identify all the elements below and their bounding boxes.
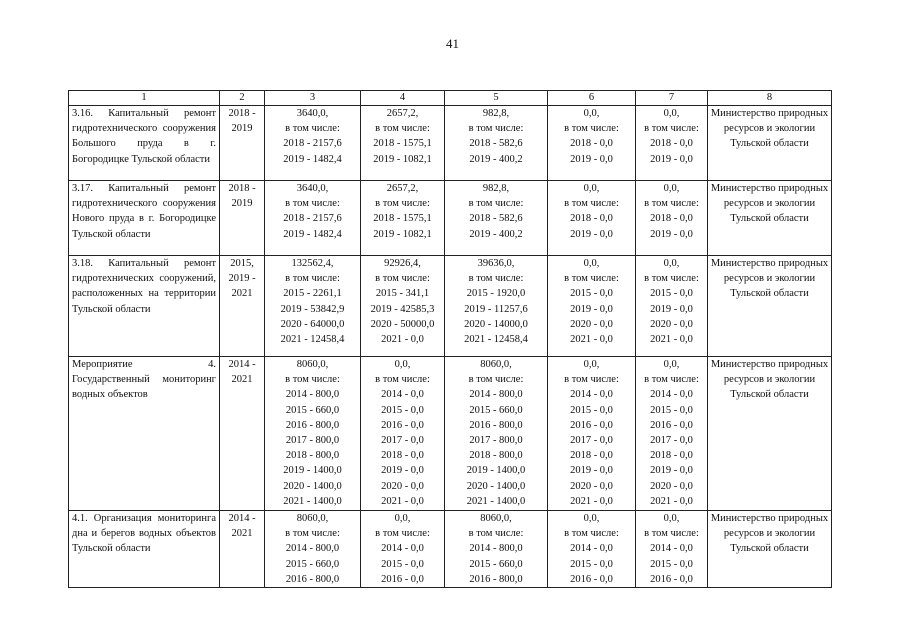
funding-cell-c6 [548,256,636,357]
funding-cell-c4 [361,256,445,357]
funding-value: 2019 - 53842,9 [280,303,345,315]
funding-value: 982,8, [482,108,510,119]
funding-value: 2014 - 800,0 [469,389,523,401]
funding-value: 2019 - 0,0 [650,228,693,240]
funding-value: в том числе: [644,273,699,285]
funding-value: 2016 - 0,0 [381,573,424,585]
funding-value: 2018 - 0,0 [570,138,613,150]
activity-name-cell: 4.1. Организация мониторинга дна и берегов водных объектов Тульской области [69,511,220,588]
period-line: 2021 [231,288,253,300]
period-line: 2021 [231,528,253,540]
funding-value: в том числе: [375,528,430,540]
column-header: 5 [445,91,548,106]
period-line: 2015, [230,258,254,269]
funding-cell-c6 [548,357,636,511]
funding-cell-c4 [361,511,445,588]
period-line: 2018 - [228,183,256,194]
funding-value: 2016 - 0,0 [381,419,424,431]
funding-value: 0,0, [583,359,600,370]
activity-name-cell: 3.16. Капитальный ремонт гидротехнического сооружения Большого пруда в г. Богородицке Тульской области [69,106,220,181]
activity-name-cell: 3.18. Капитальный ремонт гидротехнических сооружений, расположенных на территории Тульской области [69,256,220,357]
funding-value: 0,0, [663,359,680,370]
funding-value: 39636,0, [477,258,515,269]
funding-value: в том числе: [564,374,619,386]
funding-value: 2021 - 12458,4 [280,334,345,346]
funding-value: 2018 - 800,0 [469,450,523,462]
column-header: 3 [265,91,361,106]
funding-value: 2017 - 0,0 [650,435,693,447]
funding-value: в том числе: [468,123,524,135]
page-number: 41 [446,36,459,51]
funding-value: 2021 - 1400,0 [466,495,526,507]
funding-value: в том числе: [644,198,699,210]
table-row [69,256,832,357]
funding-cell-c6 [548,181,636,256]
funding-value: 2015 - 0,0 [381,404,424,416]
funding-value: 2021 - 0,0 [650,495,693,507]
funding-value: в том числе: [375,273,430,285]
funding-value: 3640,0, [296,108,329,119]
table-row [69,106,832,181]
funding-value: 2019 - 1082,1 [373,153,432,165]
funding-cell-c5 [445,511,548,588]
funding-value: 2014 - 0,0 [570,389,613,401]
funding-value: 2014 - 800,0 [285,389,340,401]
funding-value: 2021 - 0,0 [570,334,613,346]
funding-value: 2014 - 0,0 [381,543,424,555]
responsible-executor-cell: Министерство природных ресурсов и экологии Тульской области [708,106,832,181]
period-cell [220,511,265,588]
funding-value: 2016 - 800,0 [469,419,523,431]
funding-value: 0,0, [663,513,680,524]
funding-value: 2657,2, [386,183,419,194]
funding-value: 2016 - 0,0 [650,573,693,585]
column-header: 1 [69,91,220,106]
period-line: 2019 [231,123,253,135]
funding-value: 2019 - 0,0 [650,303,693,315]
funding-value: 2018 - 2157,6 [283,138,342,150]
activity-name-cell: Мероприятие 4. Государственный мониторинг водных объектов [69,357,220,511]
funding-cell-c7 [636,357,708,511]
period-line: 2019 [231,198,253,210]
funding-value: 2018 - 2157,6 [283,213,342,225]
funding-value: 2015 - 1920,0 [466,288,526,300]
responsible-executor-cell: Министерство природных ресурсов и экологии Тульской области [708,357,832,511]
table-row [69,181,832,256]
funding-value: 2015 - 0,0 [650,404,693,416]
funding-value: в том числе: [375,198,430,210]
column-header-row [69,91,832,106]
funding-value: 2018 - 582,6 [469,213,523,225]
funding-value: 2015 - 0,0 [570,558,613,570]
funding-value: 2014 - 0,0 [650,389,693,401]
funding-value: 2016 - 0,0 [570,419,613,431]
funding-value: в том числе: [468,374,524,386]
funding-value: 2657,2, [386,108,419,119]
funding-cell-c7 [636,181,708,256]
table-row [69,511,832,588]
funding-value: 2016 - 800,0 [469,573,523,585]
program-table [68,90,832,588]
funding-cell-c4 [361,106,445,181]
period-line: 2019 - [228,273,256,285]
funding-cell-c5 [445,106,548,181]
column-header: 4 [361,91,445,106]
funding-cell-c3 [265,256,361,357]
period-cell [220,256,265,357]
funding-value: 2015 - 660,0 [469,558,523,570]
funding-value: 2015 - 0,0 [650,558,693,570]
funding-value: 0,0, [394,359,411,370]
funding-value: 2015 - 0,0 [570,404,613,416]
funding-value: 132562,4, [291,258,334,269]
funding-value: 2019 - 1400,0 [283,465,342,477]
funding-value: 2016 - 800,0 [285,419,340,431]
funding-value: в том числе: [468,198,524,210]
funding-value: 2019 - 42585,3 [370,303,435,315]
funding-value: 2019 - 0,0 [650,153,693,165]
funding-value: в том числе: [285,198,340,210]
period-line: 2018 - [228,108,256,119]
funding-value: 2021 - 0,0 [381,334,424,346]
funding-value: 2020 - 0,0 [381,480,424,492]
funding-value: 2017 - 800,0 [285,435,340,447]
funding-value: 2016 - 0,0 [570,573,613,585]
funding-value: 2016 - 800,0 [285,573,340,585]
funding-value: 2020 - 50000,0 [370,318,435,330]
funding-value: 2020 - 1400,0 [283,480,342,492]
funding-cell-c5 [445,256,548,357]
funding-value: 2019 - 1082,1 [373,228,432,240]
funding-value: 2018 - 0,0 [570,213,613,225]
funding-value: 2019 - 400,2 [469,153,523,165]
funding-value: в том числе: [564,123,619,135]
funding-value: 2020 - 0,0 [570,318,613,330]
funding-value: 8060,0, [296,359,329,370]
funding-value: 2019 - 0,0 [570,153,613,165]
funding-value: в том числе: [564,273,619,285]
funding-value: 2015 - 660,0 [285,558,340,570]
funding-value: в том числе: [285,273,340,285]
funding-value: 2020 - 64000,0 [280,318,345,330]
funding-value: 0,0, [583,108,600,119]
funding-value: 2020 - 14000,0 [464,318,528,330]
funding-value: 8060,0, [480,359,512,370]
funding-value: 2020 - 0,0 [650,318,693,330]
funding-value: 2017 - 800,0 [469,435,523,447]
funding-value: 2014 - 800,0 [469,543,523,555]
funding-value: 2015 - 0,0 [650,288,693,300]
table-body [69,91,832,588]
funding-value: 2020 - 0,0 [650,480,693,492]
funding-value: 2020 - 1400,0 [466,480,526,492]
funding-value: 2017 - 0,0 [570,435,613,447]
funding-value: 2015 - 0,0 [570,288,613,300]
funding-value: 2014 - 800,0 [285,543,340,555]
funding-value: 2021 - 0,0 [381,495,424,507]
funding-value: 0,0, [663,108,680,119]
funding-value: 2021 - 12458,4 [464,334,528,346]
funding-value: в том числе: [285,528,340,540]
funding-value: 8060,0, [296,513,329,524]
funding-value: 2018 - 0,0 [570,450,613,462]
funding-value: 2016 - 0,0 [650,419,693,431]
funding-cell-c4 [361,181,445,256]
column-header: 8 [708,91,832,106]
funding-value: 2019 - 0,0 [570,465,613,477]
period-cell [220,181,265,256]
funding-value: 2019 - 11257,6 [464,303,528,315]
funding-cell-c7 [636,106,708,181]
responsible-executor-cell: Министерство природных ресурсов и экологии Тульской области [708,511,832,588]
funding-value: 2015 - 660,0 [469,404,523,416]
funding-value: 2018 - 800,0 [285,450,340,462]
funding-value: 2019 - 400,2 [469,228,523,240]
funding-cell-c5 [445,181,548,256]
funding-value: 2019 - 0,0 [570,303,613,315]
funding-value: 2014 - 0,0 [650,543,693,555]
funding-value: 8060,0, [480,513,512,524]
funding-value: в том числе: [285,123,340,135]
funding-value: 2018 - 0,0 [650,138,693,150]
column-header: 7 [636,91,708,106]
funding-value: в том числе: [564,198,619,210]
funding-cell-c4 [361,357,445,511]
funding-cell-c7 [636,256,708,357]
funding-value: 0,0, [583,183,600,194]
funding-value: 2015 - 2261,1 [283,288,342,300]
funding-value: 0,0, [663,183,680,194]
funding-value: 2015 - 341,1 [375,288,430,300]
funding-value: в том числе: [644,528,699,540]
funding-value: 2018 - 1575,1 [373,138,432,150]
funding-value: 2018 - 0,0 [650,450,693,462]
funding-value: 2019 - 1482,4 [283,228,342,240]
funding-cell-c3 [265,357,361,511]
funding-value: 3640,0, [296,183,329,194]
funding-value: в том числе: [468,528,524,540]
funding-value: 2015 - 660,0 [285,404,340,416]
funding-value: 2014 - 0,0 [570,543,613,555]
period-line: 2014 - [228,359,256,370]
funding-value: 2018 - 0,0 [650,213,693,225]
funding-value: в том числе: [644,123,699,135]
funding-value: 0,0, [663,258,680,269]
funding-cell-c3 [265,181,361,256]
funding-cell-c3 [265,511,361,588]
period-cell [220,106,265,181]
funding-value: 2014 - 0,0 [381,389,424,401]
funding-value: 982,8, [482,183,510,194]
funding-value: в том числе: [375,374,430,386]
responsible-executor-cell: Министерство природных ресурсов и экологии Тульской области [708,181,832,256]
activity-name-cell: 3.17. Капитальный ремонт гидротехнического сооружения Нового пруда в г. Богородицке Тульской области [69,181,220,256]
funding-value: в том числе: [375,123,430,135]
funding-value: 0,0, [583,513,600,524]
funding-value: 2021 - 0,0 [570,495,613,507]
funding-value: 2019 - 0,0 [650,465,693,477]
column-header: 6 [548,91,636,106]
funding-value: 2017 - 0,0 [381,435,424,447]
funding-value: в том числе: [644,374,699,386]
funding-value: 92926,4, [384,258,421,269]
period-line: 2021 [231,374,253,386]
funding-value: в том числе: [285,374,340,386]
period-line: 2014 - [228,513,256,524]
funding-cell-c5 [445,357,548,511]
funding-value: в том числе: [468,273,524,285]
period-cell [220,357,265,511]
funding-value: 2018 - 1575,1 [373,213,432,225]
funding-value: 0,0, [394,513,411,524]
funding-value: 2019 - 1482,4 [283,153,342,165]
funding-value: 2021 - 0,0 [650,334,693,346]
funding-value: 2021 - 1400,0 [283,495,342,507]
funding-value: 2018 - 0,0 [381,450,424,462]
funding-value: 2019 - 0,0 [570,228,613,240]
responsible-executor-cell: Министерство природных ресурсов и экологии Тульской области [708,256,832,357]
funding-cell-c6 [548,106,636,181]
funding-cell-c3 [265,106,361,181]
funding-value: в том числе: [564,528,619,540]
funding-value: 2020 - 0,0 [570,480,613,492]
funding-value: 2019 - 0,0 [381,465,424,477]
funding-value: 2018 - 582,6 [469,138,523,150]
funding-value: 2019 - 1400,0 [466,465,526,477]
column-header: 2 [220,91,265,106]
table-row [69,357,832,511]
funding-value: 2015 - 0,0 [381,558,424,570]
funding-cell-c7 [636,511,708,588]
funding-value: 0,0, [583,258,600,269]
funding-cell-c6 [548,511,636,588]
